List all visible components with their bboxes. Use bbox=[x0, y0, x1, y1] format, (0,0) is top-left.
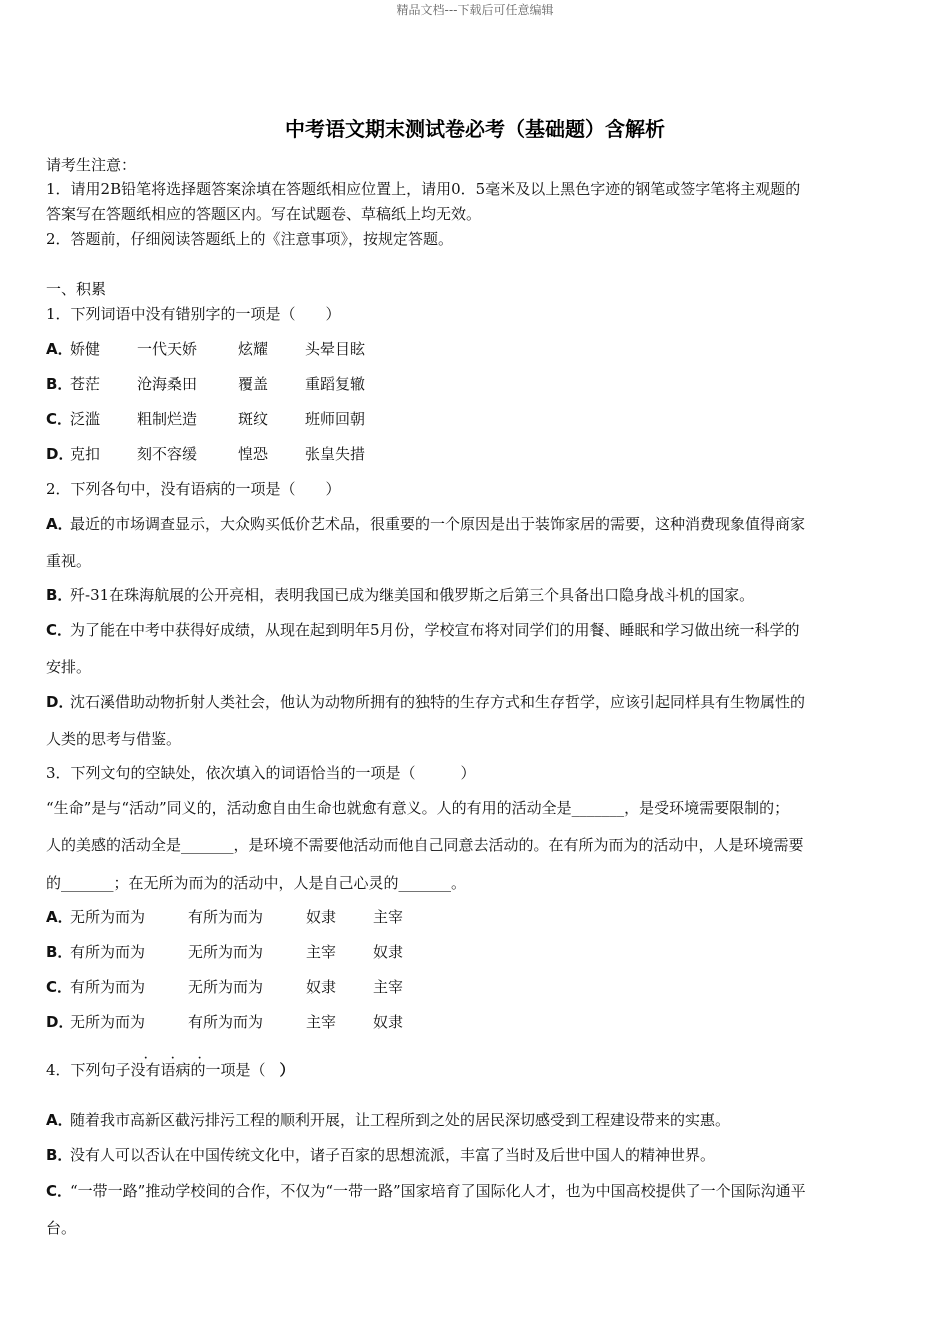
notice-item-2: 2．答题前，仔细阅读答题纸上的《注意事项》，按规定答题。 bbox=[46, 230, 454, 248]
notice-item-1: 1．请用2B铅笔将选择题答案涂填在答题纸相应位置上，请用0．5毫米及以上黑色字迹的钢笔或签字笔将主观题的 bbox=[46, 180, 801, 198]
option-word: 苍茫 bbox=[70, 375, 101, 393]
option-word: 张皇失措 bbox=[305, 445, 366, 463]
option-word: 惶恐 bbox=[238, 445, 269, 463]
option-word: 重蹈复辙 bbox=[305, 375, 366, 393]
option-word: 炫耀 bbox=[238, 340, 269, 358]
q4-option-c bbox=[46, 1181, 806, 1201]
page-title: 中考语文期末测试卷必考（基础题）含解析 bbox=[285, 117, 665, 141]
option-letter: D． bbox=[46, 1013, 74, 1031]
q4-option-c-cont: 台。 bbox=[46, 1219, 77, 1237]
q2-option-b bbox=[46, 585, 754, 605]
option-word: 泛滥 bbox=[70, 410, 101, 428]
q1-option-c bbox=[46, 409, 365, 429]
q4-option-a bbox=[46, 1110, 730, 1130]
q3-option-d bbox=[46, 1012, 403, 1032]
option-text: 歼-31在珠海航展的公开亮相，表明我国已成为继美国和俄罗斯之后第三个具备出口隐身战斗机的国家。 bbox=[70, 586, 755, 604]
q1-option-d bbox=[46, 444, 365, 464]
option-letter: B． bbox=[46, 943, 73, 961]
option-word: 有所为而为 bbox=[70, 943, 146, 961]
option-text: 最近的市场调查显示，大众购买低价艺术品，很重要的一个原因是出于装饰家居的需要，这种消费现象值得商家 bbox=[70, 515, 806, 533]
option-letter: C． bbox=[46, 410, 73, 428]
q3-passage-2: 人的美感的活动全是_______，是环境不需要他活动而他自己同意去活动的。在有所为而为的活动中，人是环境需要 bbox=[46, 836, 804, 854]
option-word: 斑纹 bbox=[238, 410, 269, 428]
option-word: 无所为而为 bbox=[70, 1013, 146, 1031]
option-letter: C． bbox=[46, 978, 73, 996]
page-watermark: 精品文档---下载后可任意编辑 bbox=[396, 3, 554, 17]
option-letter: A． bbox=[46, 1111, 73, 1129]
option-word: 沧海桑田 bbox=[137, 375, 198, 393]
option-letter: A． bbox=[46, 515, 73, 533]
option-word: 一代天娇 bbox=[137, 340, 198, 358]
option-text: 沈石溪借助动物折射人类社会，他认为动物所拥有的独特的生存方式和生存哲学，应该引起同样具有生物属性的 bbox=[70, 693, 806, 711]
option-word: 奴隶 bbox=[306, 908, 337, 926]
q3-option-c bbox=[46, 977, 403, 997]
q2-stem: 2．下列各句中，没有语病的一项是（ ） bbox=[46, 480, 341, 498]
notice-heading: 请考生注意： bbox=[46, 156, 137, 174]
option-word: 克扣 bbox=[70, 445, 101, 463]
option-letter: B． bbox=[46, 586, 73, 604]
option-word: 无所为而为 bbox=[188, 943, 264, 961]
q3-passage-3: 的_______；在无所为而为的活动中，人是自己心灵的_______。 bbox=[46, 874, 467, 892]
q2-option-c bbox=[46, 620, 800, 640]
q3-stem: 3．下列文句的空缺处，依次填入的词语恰当的一项是（ ） bbox=[46, 764, 476, 782]
q2-option-a bbox=[46, 514, 805, 534]
option-letter: B． bbox=[46, 1146, 73, 1164]
q2-option-d-cont: 人类的思考与借鉴。 bbox=[46, 730, 182, 748]
notice-item-1-cont: 答案写在答题纸相应的答题区内。写在试题卷、草稿纸上均无效。 bbox=[46, 205, 482, 223]
option-word: 主宰 bbox=[373, 978, 404, 996]
q3-passage-1: “生命”是与“活动”同义的，活动愈自由生命也就愈有意义。人的有用的活动全是_______，是受环境需要限制的； bbox=[46, 799, 790, 817]
option-text: 为了能在中考中获得好成绩，从现在起到明年5月份，学校宣布将对同学们的用餐、睡眠和学习做出统一科学的 bbox=[70, 621, 800, 639]
option-letter: B． bbox=[46, 375, 73, 393]
option-word: 奴隶 bbox=[373, 943, 404, 961]
option-word: 有所为而为 bbox=[188, 1013, 264, 1031]
q1-option-b bbox=[46, 374, 365, 394]
option-word: 无所为而为 bbox=[188, 978, 264, 996]
option-word: 头晕目眩 bbox=[305, 340, 366, 358]
option-word: 班师回朝 bbox=[305, 410, 366, 428]
option-word: 奴隶 bbox=[306, 978, 337, 996]
option-letter: A． bbox=[46, 340, 73, 358]
q2-option-c-cont: 安排。 bbox=[46, 658, 92, 676]
q4-option-b bbox=[46, 1145, 715, 1165]
option-word: 娇健 bbox=[70, 340, 101, 358]
option-letter: A． bbox=[46, 908, 73, 926]
q1-option-a bbox=[46, 339, 365, 359]
option-letter: D． bbox=[46, 693, 74, 711]
q2-option-a-cont: 重视。 bbox=[46, 552, 92, 570]
option-word: 覆盖 bbox=[238, 375, 269, 393]
option-letter: C． bbox=[46, 1182, 73, 1200]
option-word: 主宰 bbox=[306, 943, 337, 961]
section-heading: 一、积累 bbox=[46, 280, 107, 298]
option-letter: C． bbox=[46, 621, 73, 639]
q3-option-b bbox=[46, 942, 403, 962]
emphasis-dots: · · · bbox=[144, 1053, 212, 1064]
option-word: 有所为而为 bbox=[70, 978, 146, 996]
option-word: 有所为而为 bbox=[188, 908, 264, 926]
option-text: 没有人可以否认在中国传统文化中，诸子百家的思想流派，丰富了当时及后世中国人的精神世界。 bbox=[70, 1146, 716, 1164]
option-word: 主宰 bbox=[373, 908, 404, 926]
option-word: 粗制烂造 bbox=[137, 410, 198, 428]
option-word: 无所为而为 bbox=[70, 908, 146, 926]
q1-stem: 1．下列词语中没有错别字的一项是（ ） bbox=[46, 305, 341, 323]
option-text: 随着我市高新区截污排污工程的顺利开展，让工程所到之处的居民深切感受到工程建设带来的实惠。 bbox=[70, 1111, 731, 1129]
option-text: “一带一路”推动学校间的合作，不仅为“一带一路”国家培育了国际化人才，也为中国高校提供了一个国际沟通平 bbox=[70, 1182, 806, 1200]
q3-option-a bbox=[46, 907, 403, 927]
q2-option-d bbox=[46, 692, 805, 712]
q4-stem-text: 4．下列句子没有语病的一项是（ bbox=[46, 1061, 266, 1079]
option-word: 奴隶 bbox=[373, 1013, 404, 1031]
q4-stem-close: ） bbox=[279, 1061, 295, 1079]
option-word: 刻不容缓 bbox=[137, 445, 198, 463]
option-word: 主宰 bbox=[306, 1013, 337, 1031]
q4-stem bbox=[46, 1060, 295, 1080]
option-letter: D． bbox=[46, 445, 74, 463]
